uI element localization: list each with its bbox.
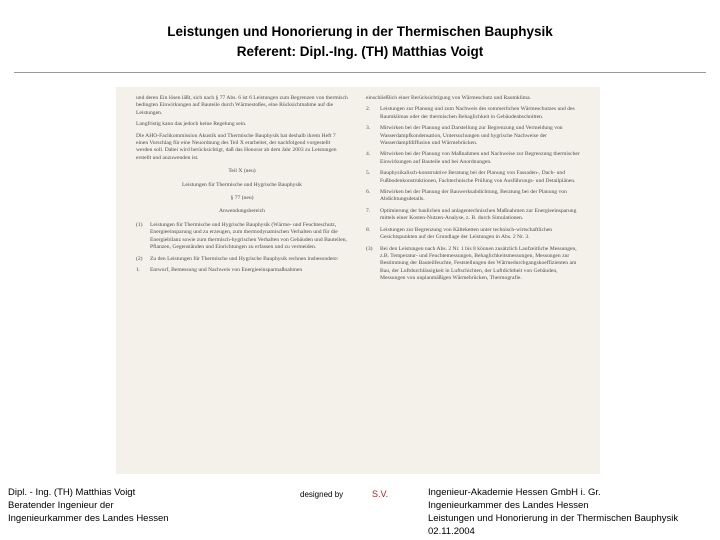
scan-paragraph-number: 4. (366, 151, 371, 158)
footer-author (8, 486, 169, 525)
scan-paragraph (366, 106, 584, 121)
scan-paragraph-text: Bauphysikalisch-konstruktive Beratung bei der Planung von Fassaden-, Dach- und Fußbodenkonstruktionen, Fachtechnische Prüfung von Ausführungs- und Detailplänen. (380, 170, 576, 184)
scan-paragraph-number: 8. (366, 226, 371, 233)
scan-paragraph (136, 121, 348, 128)
footer-author-chamber: Ingenieurkammer des Landes Hessen (8, 513, 169, 524)
header-divider (14, 72, 706, 73)
scan-paragraph (136, 256, 348, 263)
scan-paragraph (366, 189, 584, 204)
scan-paragraph-number: 5. (366, 170, 371, 177)
scan-paragraph (366, 227, 584, 242)
footer-academy: Ingenieur-Akademie Hessen GmbH i. Gr. (428, 487, 601, 498)
scan-paragraph-text: Zu den Leistungen für Thermische und Hygrische Bauphysik rechnen insbesondere: (150, 255, 339, 262)
scan-paragraph-number: 6. (366, 189, 371, 196)
scan-heading: § 77 (neu) (230, 195, 254, 202)
footer-topic: Leistungen und Honorierung in der Thermischen Bauphysik (428, 513, 679, 524)
scan-paragraph-number: (2) (136, 255, 143, 262)
scanned-document-page (116, 87, 600, 474)
title-line-1: Leistungen und Honorierung in der Thermischen Bauphysik (167, 24, 553, 39)
slide-title (0, 22, 720, 62)
scan-paragraph (366, 151, 584, 166)
scan-paragraph-text: Leistungen zur Begrenzung von Kälteketten unter technisch-wirtschaftlichen Gesichtspunkten auf der Grundlage der Leistungen in Abs. 2 Nr. 3. (380, 226, 553, 241)
scan-paragraph-number: 2. (366, 106, 371, 113)
scan-heading: Anwendungsbereich (219, 208, 265, 215)
footer-author-role: Beratender Ingenieur der (8, 500, 114, 511)
scan-paragraph-text: Langfristig kann das jedoch keine Regelung sein. (136, 121, 247, 128)
scan-heading: Leistungen für Thermische und Hygrische Bauphysik (182, 181, 302, 188)
scan-paragraph-text: Mitwirken bei der Planung von Maßnahmen und Nachweise zur Begrenzung thermischer Einwirkungen auf Bauteile und bei Anordnungen. (380, 151, 580, 165)
scan-paragraph (136, 222, 348, 252)
scan-paragraph (136, 133, 348, 163)
footer-author-name: Dipl. - Ing. (TH) Matthias Voigt (8, 487, 136, 498)
footer-sv-logo: S.V. (372, 489, 389, 499)
scan-paragraph (366, 170, 584, 185)
scan-paragraph-text: Bei den Leistungen nach Abs. 2 Nr. 1 bis 8 können zusätzlich Laufzeitliche Messungen, z.B. Temperatur- und Feuchtemessungen, Behaglichkeitsmessungen, Messungen zur Bestimmung der Bauteilfeuchte, Feststellungen des Wärmedurchgangskoeffizienten am Bau, der Luftdurchlässigkeit in Luftschichten, der Luftdichtheit von Gebäuden, Messungen von unplanmäßigen Wärmebrücken, Thermografie. (380, 245, 577, 282)
scan-paragraph-text: Mitwirken bei der Planung der Bauwerksabdichtung, Beratung bei der Planung von Abdichtungsdetails. (380, 189, 567, 203)
scan-paragraph-number: 3. (366, 125, 371, 132)
scan-paragraph (136, 267, 348, 274)
scan-paragraph-text: Mitwirken bei der Planung und Darstellung zur Begrenzung und Vermeidung von Wasserdampfkondensation, Untersuchungen und hygrische Nachweise der Wasserdampfdiffusion und Wärmebrücken. (380, 125, 563, 147)
scan-paragraph (366, 208, 584, 223)
scan-paragraph-text: Optimierung der baulichen und anlagentechnischen Maßnahmen zur Energieeinsparung mittels einer Kosten-Nutzen-Analyse, z. B. durch Simulationen. (380, 207, 577, 222)
scan-paragraph-text: Leistungen zur Planung und zum Nachweis des sommerlichen Wärmeschutzes und des Raumklimas oder der thermischen Behaglichkeit in Gebäudeabschnitten. (380, 106, 575, 120)
footer-date: 02.11.2004 (428, 526, 475, 537)
scan-paragraph-text: Die AHO-Fachkommission Akustik und Thermische Bauphysik hat deshalb ihrem Heft 7 einen Vorschlag für eine Neuordnung des Teil X erarbeitet, der nachfolgend vorgestellt werden soll. Dabei wird berücksichtigt, daß das Honorar ab dem Jahr 2003 zu Leistungen erstellt und anzuwenden ist. (136, 132, 337, 161)
scan-paragraph (366, 125, 584, 147)
scan-paragraph-text: einschließlich einer Berücksichtigung von Wärmeschutz und Raumklima. (366, 95, 532, 101)
title-line-2: Referent: Dipl.-Ing. (TH) Matthias Voigt (236, 44, 484, 59)
footer-organization (428, 486, 678, 538)
footer-designed-by: designed by (300, 490, 344, 499)
scan-paragraph (366, 95, 584, 102)
scan-paragraph-number: (1) (136, 221, 143, 228)
scan-right-column (366, 95, 584, 287)
scan-heading: Teil X (neu) (228, 168, 256, 175)
scan-left-column (136, 95, 348, 278)
scan-paragraph-number: (3) (366, 245, 373, 252)
scan-paragraph-text: Entwurf, Bemessung und Nachweis von Energieeinsparmaßnahmen (150, 266, 303, 273)
scan-paragraph (136, 95, 348, 117)
scan-paragraph-number: 1. (136, 266, 141, 273)
scan-paragraph-text: Leistungen für Thermische und Hygrische Bauphysik (Wärme- und Feuchteschutz, Energieeinsparung und zu erzeugen, zum thermodynamischen Verhalten und für die Energiebilanz sowie zum thermisch-hygrischen Verhalten von Gebäuden und Bauteilen, Pflanzen, Gegenständen und Einrichtungen zu erfassen und zu vermeiden. (150, 221, 347, 251)
scan-paragraph-number: 7. (366, 207, 371, 214)
scan-paragraph-text: und deren Ein lösen läßt, sich nach § 77 Abs. 6 ist 6 Leistungen zum Begrenzen von thermisch bedingten Einwirkungen auf Bauteile durch Wärmestoßes, eine Rücksichtnahme auf die Leistungen. (136, 95, 348, 116)
footer-chamber: Ingenieurkammer des Landes Hessen (428, 500, 589, 511)
scan-paragraph (366, 246, 584, 283)
